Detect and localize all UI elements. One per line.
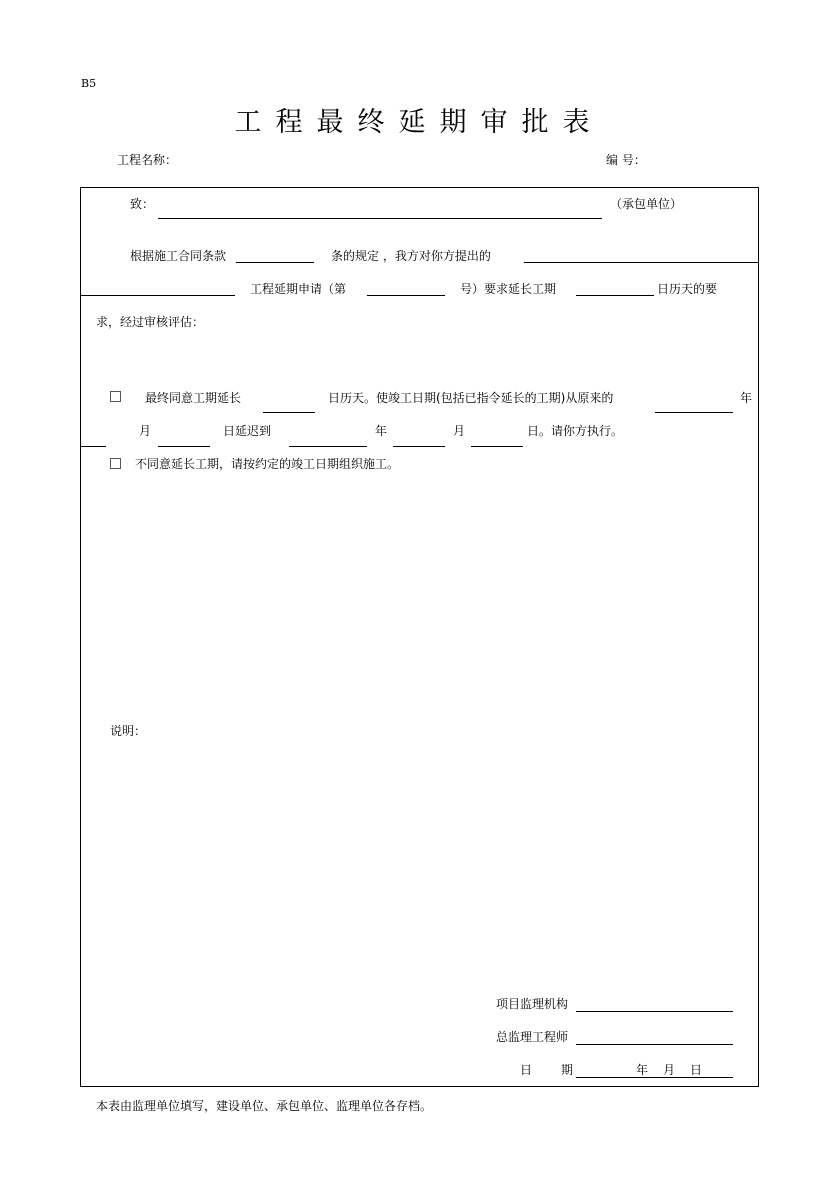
agree-text-b: 日历天。使竣工日期(包括已指令延长的工期)从原来的 bbox=[328, 391, 614, 405]
agree-text-c: 日延迟到 bbox=[223, 424, 272, 438]
agree-checkbox[interactable] bbox=[110, 391, 121, 402]
request-number-field[interactable] bbox=[367, 295, 445, 296]
notes-label: 说明： bbox=[110, 724, 147, 738]
footer-note: 本表由监理单位填写，建设单位、承包单位、监理单位各存档。 bbox=[96, 1099, 433, 1113]
new-day-field[interactable] bbox=[471, 446, 523, 447]
chief-engineer-label: 总监理工程师 bbox=[496, 1030, 569, 1044]
new-year-field[interactable] bbox=[289, 446, 367, 447]
contractor-suffix: （承包单位） bbox=[610, 197, 683, 211]
date-day-label: 日 bbox=[690, 1063, 703, 1077]
extension-days-text: 号）要求延长工期 bbox=[460, 282, 557, 296]
original-month-label: 月 bbox=[139, 424, 152, 438]
supervision-org-label: 项目监理机构 bbox=[496, 997, 569, 1011]
number-label: 编 号： bbox=[606, 153, 646, 167]
date-field[interactable] bbox=[576, 1077, 733, 1078]
date-label-1: 日 bbox=[520, 1063, 533, 1077]
agree-text-d: 日。请你方执行。 bbox=[527, 424, 624, 438]
form-code: B5 bbox=[81, 77, 97, 90]
chief-engineer-field[interactable] bbox=[576, 1044, 733, 1045]
original-year-field[interactable] bbox=[655, 412, 733, 413]
new-month-field[interactable] bbox=[393, 446, 445, 447]
date-year-label: 年 bbox=[636, 1063, 649, 1077]
original-day-field[interactable] bbox=[158, 446, 210, 447]
project-name-label: 工程名称： bbox=[117, 153, 178, 167]
evaluation-text: 求，经过审核评估： bbox=[96, 315, 205, 329]
approved-days-field[interactable] bbox=[263, 412, 315, 413]
provision-text: 条的规定 ，我方对你方提出的 bbox=[331, 249, 491, 263]
to-label: 致： bbox=[130, 197, 155, 211]
new-year-label: 年 bbox=[375, 424, 388, 438]
supervision-org-field[interactable] bbox=[576, 1011, 733, 1012]
project-field-cont[interactable] bbox=[80, 295, 235, 296]
disagree-checkbox[interactable] bbox=[110, 458, 121, 469]
new-month-label: 月 bbox=[453, 424, 466, 438]
calendar-days-text: 日历天的要 bbox=[657, 282, 718, 296]
page-title: 工程最终延期审批表 bbox=[234, 107, 604, 138]
clause-field[interactable] bbox=[236, 262, 314, 263]
original-year-label: 年 bbox=[740, 391, 753, 405]
date-label-2: 期 bbox=[561, 1063, 574, 1077]
date-month-label: 月 bbox=[663, 1063, 676, 1077]
recipient-field[interactable] bbox=[158, 218, 602, 219]
agree-text-a: 最终同意工期延长 bbox=[145, 391, 242, 405]
project-field[interactable] bbox=[524, 262, 759, 263]
requested-days-field[interactable] bbox=[576, 295, 654, 296]
extension-request-text: 工程延期申请（第 bbox=[250, 282, 347, 296]
contract-clause-text: 根据施工合同条款 bbox=[130, 249, 227, 263]
disagree-text: 不同意延长工期，请按约定的竣工日期组织施工。 bbox=[135, 457, 400, 471]
original-year-field-cont[interactable] bbox=[80, 446, 106, 447]
